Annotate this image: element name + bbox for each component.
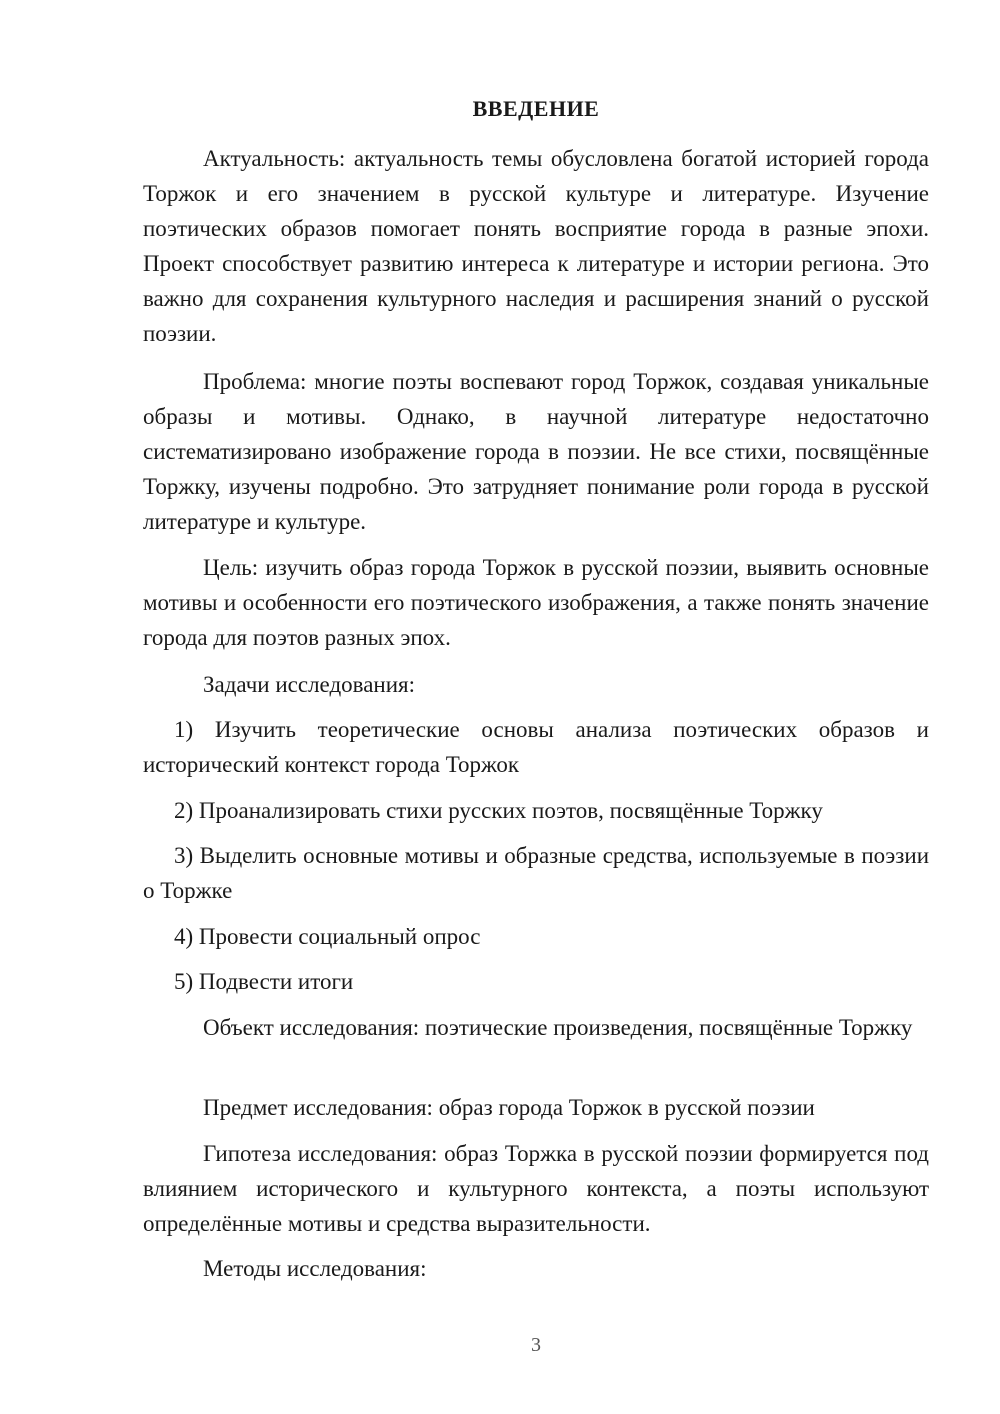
object-paragraph: Объект исследования: поэтические произведения, посвящённые Торжку <box>203 1015 913 1040</box>
goal-paragraph: Цель: изучить образ города Торжок в русской поэзии, выявить основные мотивы и особенности его поэтического изображения, а также понять значение города для поэтов разных эпох. <box>143 555 929 650</box>
task-item: 2) Проанализировать стихи русских поэтов, посвящённые Торжку <box>174 798 823 823</box>
page-number: 3 <box>531 1334 541 1356</box>
subject-paragraph: Предмет исследования: образ города Торжок в русской поэзии <box>203 1095 815 1120</box>
relevance-paragraph: Актуальность: актуальность темы обусловлена богатой историей города Торжок и его значением в русской культуре и литературе. Изучение поэтических образов помогает понять восприятие города в разные эпохи. Проект способствует развитию интереса к литературе и истории региона. Это важно для сохранения культурного наследия и расширения знаний о русской поэзии. <box>143 146 929 346</box>
tasks-heading: Задачи исследования: <box>203 672 416 697</box>
task-item: 5) Подвести итоги <box>174 969 354 994</box>
problem-paragraph: Проблема: многие поэты воспевают город Торжок, создавая уникальные образы и мотивы. Однако, в научной литературе недостаточно систематизировано изображение города в поэзии. Не все стихи, посвящённые Торжку, изучены подробно. Это затрудняет понимание роли города в русской литературе и культуре. <box>143 369 929 534</box>
task-item: 1) Изучить теоретические основы анализа поэтических образов и исторический контекст города Торжок <box>143 717 929 777</box>
task-item: 4) Провести социальный опрос <box>174 924 481 949</box>
hypothesis-paragraph: Гипотеза исследования: образ Торжка в русской поэзии формируется под влиянием исторического и культурного контекста, а поэты используют определённые мотивы и средства выразительности. <box>143 1141 929 1236</box>
task-item: 3) Выделить основные мотивы и образные средства, используемые в поэзии о Торжке <box>143 843 929 903</box>
methods-heading: Методы исследования: <box>203 1256 427 1281</box>
page-title: ВВЕДЕНИЕ <box>472 96 600 121</box>
